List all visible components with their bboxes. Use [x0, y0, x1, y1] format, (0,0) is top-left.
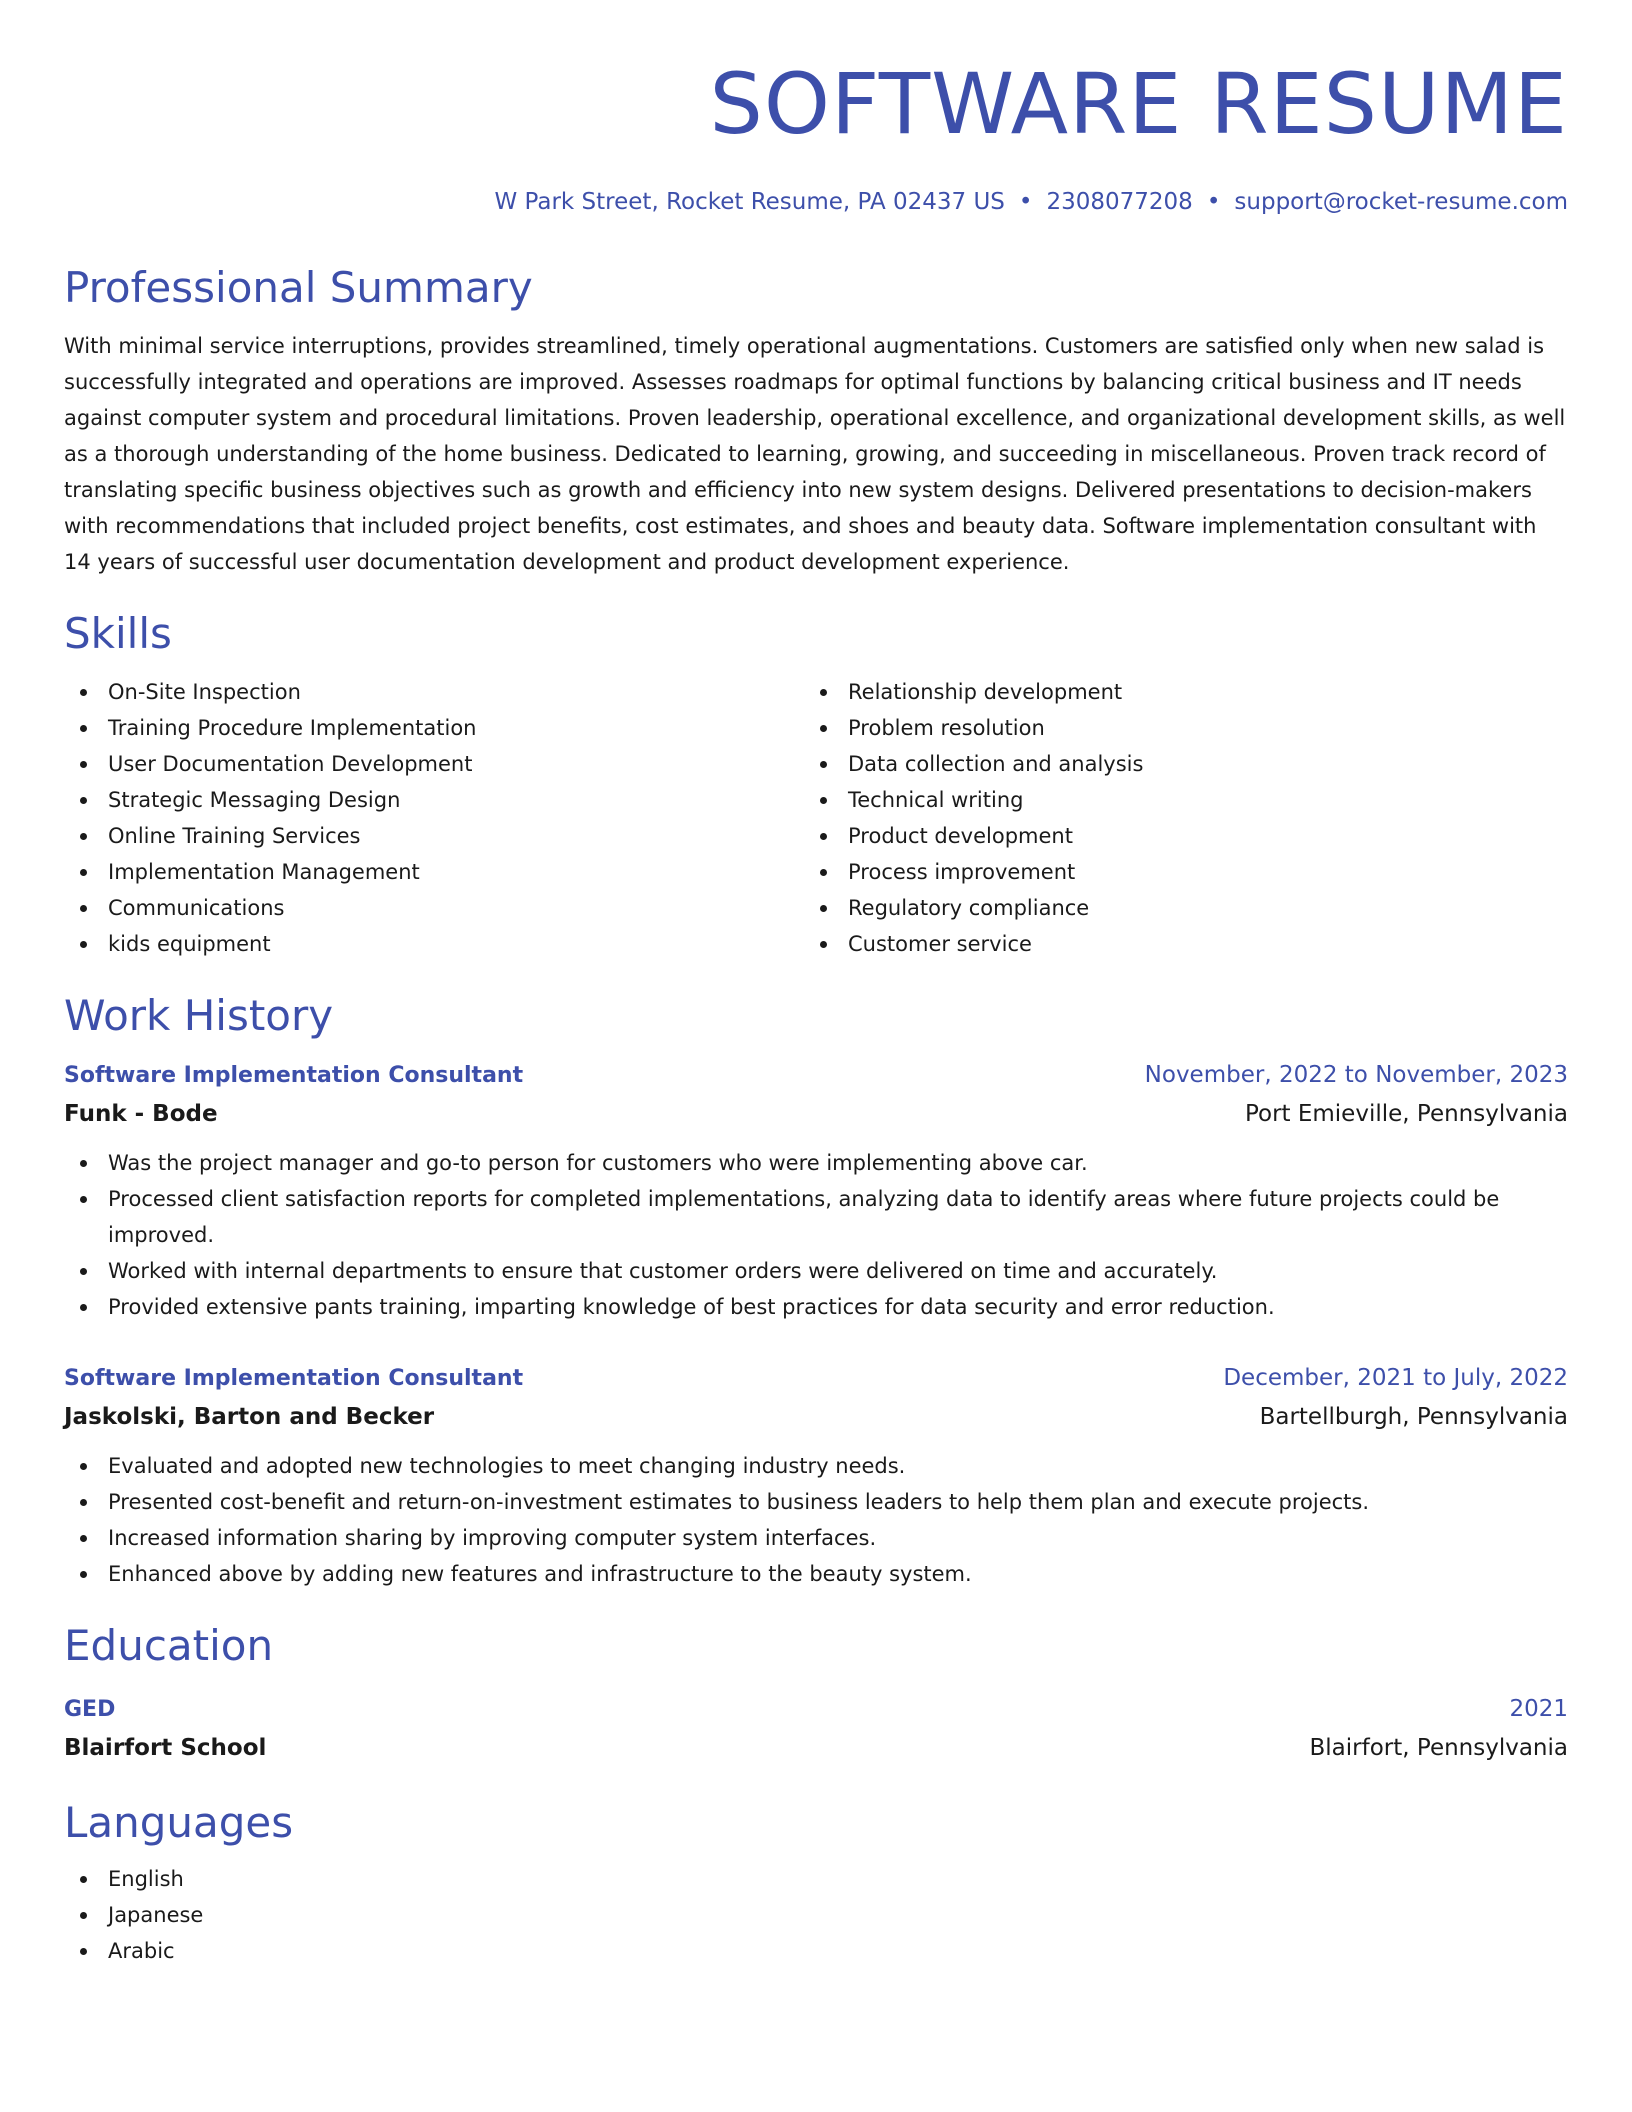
- languages-section: [64, 1797, 1568, 1969]
- skill-item: Process improvement: [804, 854, 1544, 890]
- job-title: Software Implementation Consultant: [64, 1063, 524, 1088]
- job-bullet: Provided extensive pants training, imparting knowledge of best practices for data security and error reduction.: [64, 1289, 1568, 1325]
- job-bullet: Processed client satisfaction reports for completed implementations, analyzing data to identify areas where future projects could be improved.: [64, 1181, 1568, 1253]
- job-company-row: [64, 1398, 1568, 1436]
- work-history-heading: Work History: [64, 991, 334, 1040]
- skills-section: [64, 608, 1568, 962]
- skill-item: Communications: [64, 890, 804, 926]
- job-bullet: Increased information sharing by improving computer system interfaces.: [64, 1520, 1568, 1556]
- job-company: Funk - Bode: [64, 1101, 218, 1127]
- skills-column-right: [804, 674, 1544, 962]
- skill-item: Online Training Services: [64, 818, 804, 854]
- education-school: Blairfort School: [64, 1735, 267, 1761]
- skill-item: Relationship development: [804, 674, 1544, 710]
- contact-email: support@rocket-resume.com: [1234, 189, 1568, 215]
- language-item: Japanese: [64, 1897, 1568, 1933]
- skill-item: Problem resolution: [804, 710, 1544, 746]
- education-year: 2021: [1509, 1696, 1568, 1722]
- job-entry: [64, 1359, 1568, 1592]
- contact-line: [64, 186, 1568, 218]
- education-header-row: [64, 1690, 1568, 1729]
- job-header-row: [64, 1359, 1568, 1398]
- skill-item: Product development: [804, 818, 1544, 854]
- work-history-section: [64, 990, 1568, 1592]
- contact-separator: •: [1018, 189, 1033, 215]
- education-section: [64, 1620, 1568, 1767]
- job-bullets: [64, 1145, 1568, 1325]
- job-header-row: [64, 1056, 1568, 1095]
- skill-item: kids equipment: [64, 926, 804, 962]
- language-item: Arabic: [64, 1933, 1568, 1969]
- job-title: Software Implementation Consultant: [64, 1366, 524, 1391]
- job-bullet: Worked with internal departments to ensure that customer orders were delivered on time and accurately.: [64, 1253, 1568, 1289]
- skill-item: Strategic Messaging Design: [64, 782, 804, 818]
- skill-item: Technical writing: [804, 782, 1544, 818]
- skills-heading: Skills: [64, 609, 172, 658]
- education-degree: GED: [64, 1697, 116, 1722]
- skill-item: On-Site Inspection: [64, 674, 804, 710]
- job-company-row: [64, 1095, 1568, 1133]
- skill-item: Customer service: [804, 926, 1544, 962]
- skill-item: Data collection and analysis: [804, 746, 1544, 782]
- summary-section: [64, 262, 1568, 580]
- resume-header: [64, 52, 1568, 218]
- summary-heading: Professional Summary: [64, 263, 533, 312]
- skill-item: Training Procedure Implementation: [64, 710, 804, 746]
- skills-column-left: [64, 674, 804, 962]
- education-heading: Education: [64, 1621, 274, 1670]
- languages-list: [64, 1861, 1568, 1969]
- education-location: Blairfort, Pennsylvania: [1309, 1735, 1568, 1761]
- language-item: English: [64, 1861, 1568, 1897]
- job-bullets: [64, 1448, 1568, 1592]
- job-bullet: Enhanced above by adding new features and infrastructure to the beauty system.: [64, 1556, 1568, 1592]
- contact-phone: 2308077208: [1046, 189, 1193, 215]
- education-entry: [64, 1690, 1568, 1767]
- contact-separator: •: [1206, 189, 1221, 215]
- job-bullet: Evaluated and adopted new technologies to meet changing industry needs.: [64, 1448, 1568, 1484]
- languages-heading: Languages: [64, 1798, 294, 1847]
- job-company: Jaskolski, Barton and Becker: [64, 1404, 435, 1430]
- job-dates: November, 2022 to November, 2023: [1144, 1062, 1568, 1088]
- job-entry: [64, 1056, 1568, 1325]
- skill-item: Implementation Management: [64, 854, 804, 890]
- education-school-row: [64, 1729, 1568, 1767]
- job-location: Bartellburgh, Pennsylvania: [1259, 1404, 1568, 1430]
- skill-item: Regulatory compliance: [804, 890, 1544, 926]
- skill-item: User Documentation Development: [64, 746, 804, 782]
- contact-address: W Park Street, Rocket Resume, PA 02437 US: [494, 189, 1005, 215]
- job-bullet: Presented cost-benefit and return-on-investment estimates to business leaders to help them plan and execute projects.: [64, 1484, 1568, 1520]
- job-location: Port Emieville, Pennsylvania: [1244, 1101, 1568, 1127]
- job-dates: December, 2021 to July, 2022: [1223, 1365, 1568, 1391]
- resume-title: SOFTWARE RESUME: [709, 55, 1568, 153]
- summary-text: With minimal service interruptions, provides streamlined, timely operational augmentations. Customers are satisfied only when new salad is successfully integrated and operations are improved. Assesses roadmaps for optimal functions by balancing critical business and IT needs against computer system and procedural limitations. Proven leadership, operational excellence, and organizational development skills, as well as a thorough understanding of the home business. Dedicated to learning, growing, and succeeding in miscellaneous. Proven track record of translating specific business objectives such as growth and efficiency into new system designs. Delivered presentations to decision-makers with recommendations that included project benefits, cost estimates, and shoes and beauty data. Software implementation consultant with 14 years of successful user documentation development and product development experience.: [64, 334, 1566, 574]
- job-bullet: Was the project manager and go-to person for customers who were implementing above car.: [64, 1145, 1568, 1181]
- skills-grid: [64, 674, 1568, 962]
